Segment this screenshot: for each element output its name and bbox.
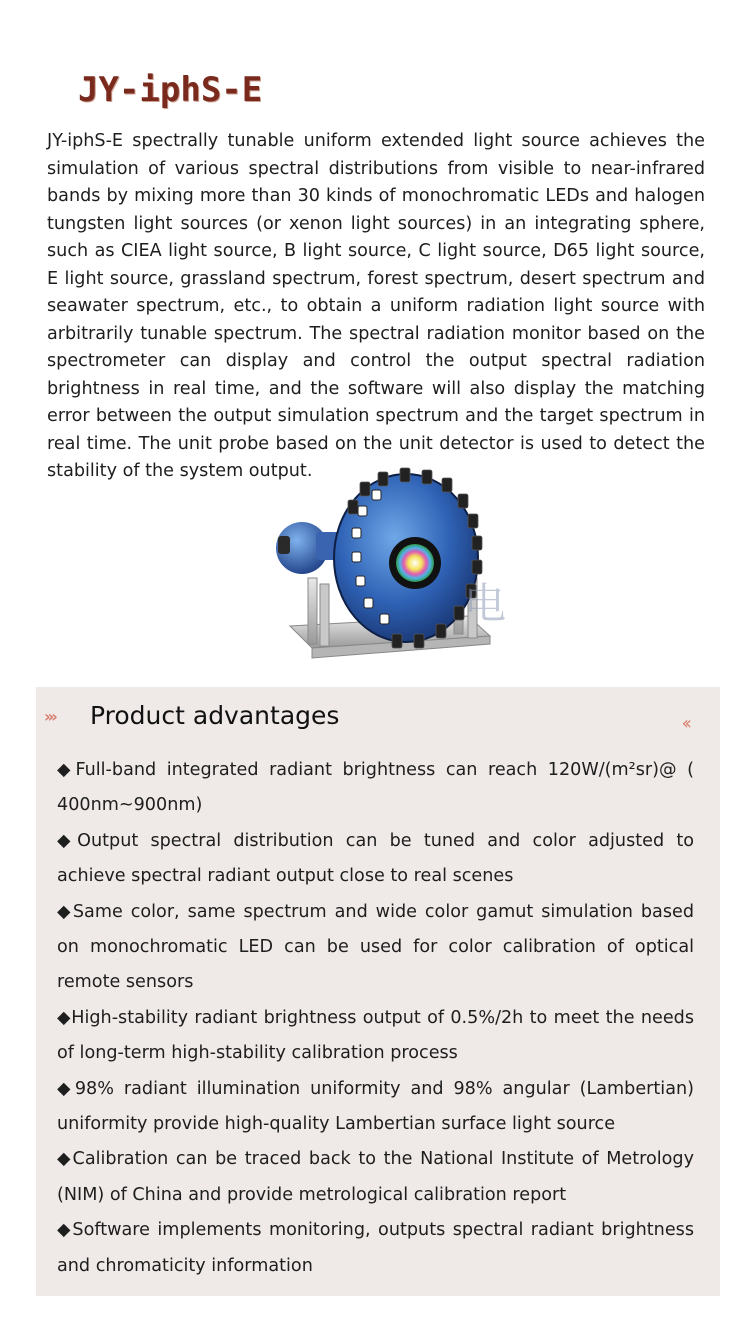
list-item: ◆Same color, same spectrum and wide color gamut simulation based on monochromatic LED can be used for color calibration of optical remote sensors <box>57 901 694 993</box>
list-item: ◆Calibration can be traced back to the National Institute of Metrology (NIM) of China and provide metrological calibration report <box>57 1149 694 1205</box>
list-item: ◆High-stability radiant brightness output of 0.5%/2h to meet the needs of long-term high-stability calibration process <box>57 1007 694 1064</box>
back-arrows-icon: ‹‹ <box>681 713 688 734</box>
watermark: 电 <box>464 579 507 628</box>
list-item: ◆98% radiant illumination uniformity and 98% angular (Lambertian) uniformity provide high-quality Lambertian surface light source <box>57 1078 694 1135</box>
list-item: ◆Full-band integrated radiant brightness can reach 120W/(m²sr)@ ( 400nm~900nm) <box>57 760 694 816</box>
arrows-icon: ››› <box>44 707 55 726</box>
intro-paragraph: JY-iphS-E spectrally tunable uniform extended light source achieves the simulation of various spectral distributions from visible to near-infrared bands by mixing more than 30 kinds of monochromatic LEDs and halogen tungsten light sources (or xenon light sources) in an integrating sphere, such as CIEA light source, B light source, C light source, D65 light source, E light source, grassland spectrum, forest spectrum, desert spectrum and seawater spectrum, etc., to obtain a uniform radiation light source with arbitrarily tunable spectrum. The spectral radiation monitor based on the spectrometer can display and control the output spectral radiation brightness in real time, and the software will also display the matching error between the output simulation spectrum and the target spectrum in real time. The unit probe based on the unit detector is used to detect the stability of the system output. <box>47 131 705 481</box>
advantages-heading: Product advantages <box>90 701 340 730</box>
product-title: JY-iphS-E <box>78 70 263 110</box>
integrating-sphere-photo <box>268 466 507 670</box>
list-item: ◆Output spectral distribution can be tuned and color adjusted to achieve spectral radiant output close to real scenes <box>57 830 694 887</box>
advantages-panel <box>36 687 720 1296</box>
advantages-list <box>57 753 694 1284</box>
list-item: ◆Software implements monitoring, outputs spectral radiant brightness and chromaticity information <box>57 1220 694 1276</box>
